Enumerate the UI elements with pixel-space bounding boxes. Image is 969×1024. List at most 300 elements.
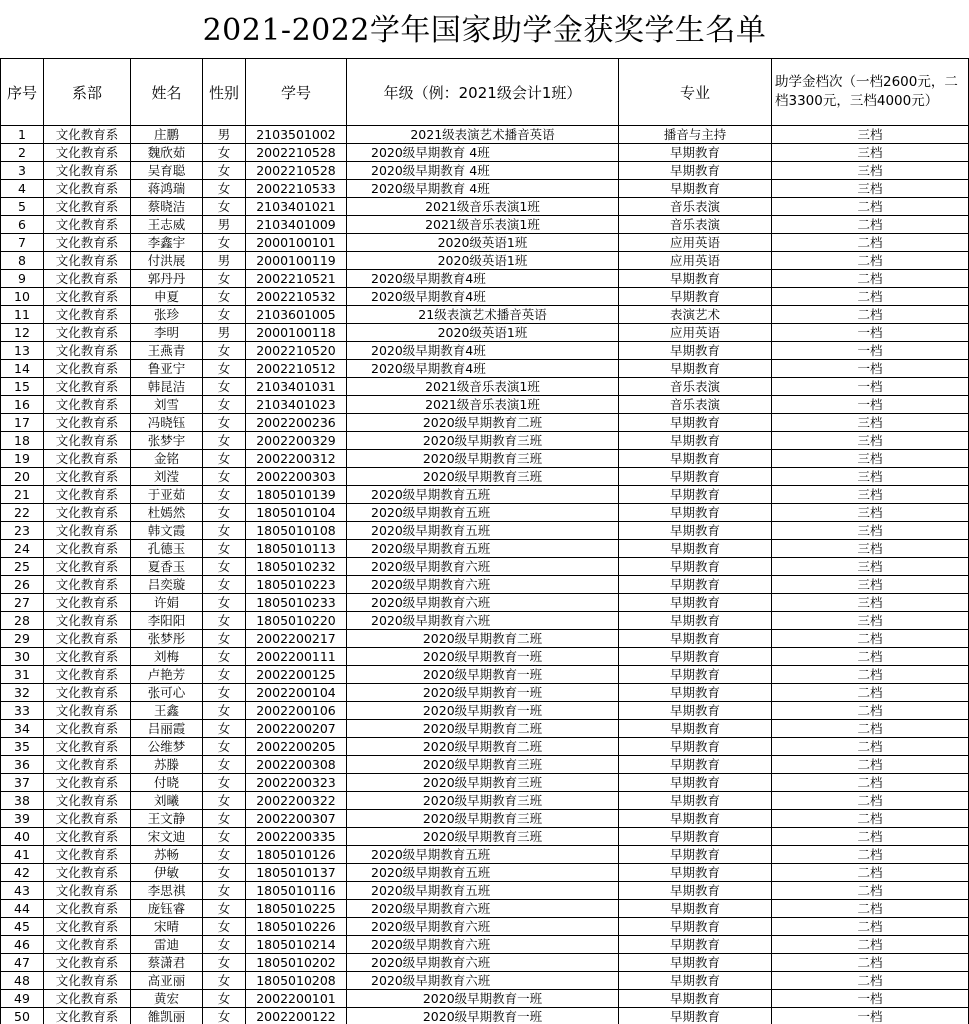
cell-class[interactable]: 2020级早期教育一班 <box>347 1008 619 1024</box>
cell-index[interactable]: 24 <box>1 540 44 558</box>
cell-grant-level[interactable]: 三档 <box>772 468 969 486</box>
cell-index[interactable]: 20 <box>1 468 44 486</box>
cell-index[interactable]: 22 <box>1 504 44 522</box>
cell-department[interactable]: 文化教育系 <box>44 162 131 180</box>
cell-name[interactable]: 蔡晓洁 <box>131 198 203 216</box>
cell-grant-level[interactable]: 二档 <box>772 738 969 756</box>
cell-index[interactable]: 23 <box>1 522 44 540</box>
cell-department[interactable]: 文化教育系 <box>44 324 131 342</box>
cell-student-id[interactable]: 2103401021 <box>246 198 347 216</box>
cell-name[interactable]: 王文静 <box>131 810 203 828</box>
cell-grant-level[interactable]: 一档 <box>772 342 969 360</box>
cell-index[interactable]: 5 <box>1 198 44 216</box>
cell-class[interactable]: 2020级早期教育三班 <box>347 756 619 774</box>
cell-department[interactable]: 文化教育系 <box>44 828 131 846</box>
cell-department[interactable]: 文化教育系 <box>44 450 131 468</box>
cell-class[interactable]: 2020级早期教育一班 <box>347 648 619 666</box>
cell-class[interactable]: 2020级早期教育三班 <box>347 810 619 828</box>
cell-index[interactable]: 18 <box>1 432 44 450</box>
cell-major[interactable]: 早期教育 <box>619 936 772 954</box>
cell-gender[interactable]: 女 <box>203 720 246 738</box>
cell-name[interactable]: 韩文霞 <box>131 522 203 540</box>
cell-student-id[interactable]: 2002210512 <box>246 360 347 378</box>
cell-grant-level[interactable]: 三档 <box>772 612 969 630</box>
cell-index[interactable]: 12 <box>1 324 44 342</box>
cell-grant-level[interactable]: 一档 <box>772 360 969 378</box>
cell-name[interactable]: 鲁亚宁 <box>131 360 203 378</box>
cell-major[interactable]: 早期教育 <box>619 792 772 810</box>
cell-name[interactable]: 张梦宇 <box>131 432 203 450</box>
cell-student-id[interactable]: 2002200217 <box>246 630 347 648</box>
cell-name[interactable]: 吕丽霞 <box>131 720 203 738</box>
cell-index[interactable]: 41 <box>1 846 44 864</box>
cell-department[interactable]: 文化教育系 <box>44 234 131 252</box>
cell-name[interactable]: 刘曦 <box>131 792 203 810</box>
cell-major[interactable]: 早期教育 <box>619 270 772 288</box>
cell-name[interactable]: 李鑫宇 <box>131 234 203 252</box>
cell-name[interactable]: 郭丹丹 <box>131 270 203 288</box>
cell-student-id[interactable]: 2002200236 <box>246 414 347 432</box>
cell-major[interactable]: 早期教育 <box>619 450 772 468</box>
cell-name[interactable]: 雷迪 <box>131 936 203 954</box>
cell-gender[interactable]: 女 <box>203 504 246 522</box>
cell-gender[interactable]: 男 <box>203 324 246 342</box>
cell-student-id[interactable]: 2002200101 <box>246 990 347 1008</box>
cell-gender[interactable]: 女 <box>203 576 246 594</box>
cell-grant-level[interactable]: 二档 <box>772 846 969 864</box>
cell-student-id[interactable]: 2103401031 <box>246 378 347 396</box>
cell-name[interactable]: 刘雪 <box>131 396 203 414</box>
cell-name[interactable]: 付洪展 <box>131 252 203 270</box>
cell-student-id[interactable]: 1805010223 <box>246 576 347 594</box>
cell-gender[interactable]: 女 <box>203 954 246 972</box>
cell-gender[interactable]: 女 <box>203 594 246 612</box>
cell-name[interactable]: 张梦彤 <box>131 630 203 648</box>
cell-index[interactable]: 26 <box>1 576 44 594</box>
cell-major[interactable]: 早期教育 <box>619 180 772 198</box>
cell-class[interactable]: 2020级早期教育五班 <box>347 864 619 882</box>
cell-gender[interactable]: 女 <box>203 396 246 414</box>
cell-index[interactable]: 48 <box>1 972 44 990</box>
cell-student-id[interactable]: 2002200329 <box>246 432 347 450</box>
cell-class[interactable]: 2020级早期教育六班 <box>347 918 619 936</box>
cell-student-id[interactable]: 1805010220 <box>246 612 347 630</box>
cell-major[interactable]: 早期教育 <box>619 900 772 918</box>
cell-index[interactable]: 44 <box>1 900 44 918</box>
cell-gender[interactable]: 女 <box>203 234 246 252</box>
cell-index[interactable]: 39 <box>1 810 44 828</box>
cell-name[interactable]: 杜嫣然 <box>131 504 203 522</box>
cell-gender[interactable]: 女 <box>203 972 246 990</box>
cell-gender[interactable]: 女 <box>203 540 246 558</box>
header-major[interactable]: 专业 <box>619 59 772 126</box>
cell-student-id[interactable]: 2002200205 <box>246 738 347 756</box>
cell-department[interactable]: 文化教育系 <box>44 594 131 612</box>
cell-gender[interactable]: 女 <box>203 846 246 864</box>
cell-index[interactable]: 45 <box>1 918 44 936</box>
cell-grant-level[interactable]: 二档 <box>772 972 969 990</box>
cell-department[interactable]: 文化教育系 <box>44 216 131 234</box>
cell-department[interactable]: 文化教育系 <box>44 918 131 936</box>
cell-department[interactable]: 文化教育系 <box>44 396 131 414</box>
cell-name[interactable]: 吕奕璇 <box>131 576 203 594</box>
cell-index[interactable]: 49 <box>1 990 44 1008</box>
cell-student-id[interactable]: 1805010232 <box>246 558 347 576</box>
cell-index[interactable]: 10 <box>1 288 44 306</box>
cell-department[interactable]: 文化教育系 <box>44 288 131 306</box>
cell-department[interactable]: 文化教育系 <box>44 198 131 216</box>
cell-student-id[interactable]: 2002210528 <box>246 162 347 180</box>
cell-gender[interactable]: 男 <box>203 252 246 270</box>
cell-gender[interactable]: 女 <box>203 288 246 306</box>
cell-major[interactable]: 音乐表演 <box>619 198 772 216</box>
cell-index[interactable]: 43 <box>1 882 44 900</box>
cell-gender[interactable]: 女 <box>203 198 246 216</box>
cell-gender[interactable]: 女 <box>203 666 246 684</box>
cell-class[interactable]: 2021级音乐表演1班 <box>347 198 619 216</box>
cell-name[interactable]: 于亚茹 <box>131 486 203 504</box>
cell-gender[interactable]: 女 <box>203 270 246 288</box>
header-gender[interactable]: 性别 <box>203 59 246 126</box>
cell-student-id[interactable]: 1805010225 <box>246 900 347 918</box>
cell-gender[interactable]: 女 <box>203 882 246 900</box>
cell-gender[interactable]: 女 <box>203 414 246 432</box>
cell-major[interactable]: 应用英语 <box>619 252 772 270</box>
cell-index[interactable]: 6 <box>1 216 44 234</box>
cell-name[interactable]: 蔡潇君 <box>131 954 203 972</box>
cell-gender[interactable]: 女 <box>203 378 246 396</box>
cell-student-id[interactable]: 1805010226 <box>246 918 347 936</box>
cell-name[interactable]: 李明 <box>131 324 203 342</box>
cell-department[interactable]: 文化教育系 <box>44 1008 131 1024</box>
cell-gender[interactable]: 女 <box>203 702 246 720</box>
cell-department[interactable]: 文化教育系 <box>44 990 131 1008</box>
cell-department[interactable]: 文化教育系 <box>44 648 131 666</box>
cell-student-id[interactable]: 2002200207 <box>246 720 347 738</box>
cell-grant-level[interactable]: 二档 <box>772 198 969 216</box>
cell-gender[interactable]: 女 <box>203 360 246 378</box>
cell-name[interactable]: 刘滢 <box>131 468 203 486</box>
cell-name[interactable]: 苏畅 <box>131 846 203 864</box>
cell-grant-level[interactable]: 二档 <box>772 270 969 288</box>
cell-department[interactable]: 文化教育系 <box>44 756 131 774</box>
cell-name[interactable]: 宋晴 <box>131 918 203 936</box>
cell-grant-level[interactable]: 二档 <box>772 684 969 702</box>
cell-grant-level[interactable]: 二档 <box>772 918 969 936</box>
cell-index[interactable]: 17 <box>1 414 44 432</box>
cell-department[interactable]: 文化教育系 <box>44 792 131 810</box>
cell-index[interactable]: 34 <box>1 720 44 738</box>
cell-gender[interactable]: 女 <box>203 990 246 1008</box>
cell-class[interactable]: 2020级早期教育 4班 <box>347 180 619 198</box>
cell-student-id[interactable]: 2002200312 <box>246 450 347 468</box>
cell-major[interactable]: 早期教育 <box>619 558 772 576</box>
cell-class[interactable]: 2020级早期教育五班 <box>347 846 619 864</box>
cell-department[interactable]: 文化教育系 <box>44 630 131 648</box>
cell-student-id[interactable]: 2002200308 <box>246 756 347 774</box>
cell-student-id[interactable]: 2002200322 <box>246 792 347 810</box>
cell-department[interactable]: 文化教育系 <box>44 360 131 378</box>
cell-grant-level[interactable]: 三档 <box>772 504 969 522</box>
cell-class[interactable]: 2020级早期教育六班 <box>347 900 619 918</box>
cell-department[interactable]: 文化教育系 <box>44 954 131 972</box>
cell-grant-level[interactable]: 三档 <box>772 414 969 432</box>
cell-gender[interactable]: 女 <box>203 522 246 540</box>
cell-major[interactable]: 早期教育 <box>619 144 772 162</box>
cell-grant-level[interactable]: 一档 <box>772 1008 969 1024</box>
cell-gender[interactable]: 女 <box>203 738 246 756</box>
cell-department[interactable]: 文化教育系 <box>44 126 131 144</box>
cell-class[interactable]: 2020级早期教育三班 <box>347 792 619 810</box>
cell-index[interactable]: 27 <box>1 594 44 612</box>
cell-student-id[interactable]: 1805010108 <box>246 522 347 540</box>
cell-major[interactable]: 早期教育 <box>619 414 772 432</box>
cell-name[interactable]: 蒋鸿瑞 <box>131 180 203 198</box>
cell-major[interactable]: 早期教育 <box>619 288 772 306</box>
cell-gender[interactable]: 女 <box>203 900 246 918</box>
cell-major[interactable]: 早期教育 <box>619 630 772 648</box>
cell-department[interactable]: 文化教育系 <box>44 270 131 288</box>
cell-department[interactable]: 文化教育系 <box>44 882 131 900</box>
cell-grant-level[interactable]: 二档 <box>772 306 969 324</box>
header-class[interactable]: 年级（例：2021级会计1班） <box>347 59 619 126</box>
cell-name[interactable]: 夏香玉 <box>131 558 203 576</box>
cell-class[interactable]: 2020级早期教育六班 <box>347 936 619 954</box>
cell-major[interactable]: 早期教育 <box>619 162 772 180</box>
cell-department[interactable]: 文化教育系 <box>44 432 131 450</box>
cell-class[interactable]: 2020级早期教育五班 <box>347 522 619 540</box>
cell-name[interactable]: 付晓 <box>131 774 203 792</box>
cell-student-id[interactable]: 2002200303 <box>246 468 347 486</box>
cell-index[interactable]: 30 <box>1 648 44 666</box>
cell-grant-level[interactable]: 三档 <box>772 594 969 612</box>
cell-class[interactable]: 2021级音乐表演1班 <box>347 216 619 234</box>
cell-department[interactable]: 文化教育系 <box>44 936 131 954</box>
cell-department[interactable]: 文化教育系 <box>44 252 131 270</box>
cell-grant-level[interactable]: 二档 <box>772 792 969 810</box>
cell-name[interactable]: 黄宏 <box>131 990 203 1008</box>
cell-student-id[interactable]: 2002200104 <box>246 684 347 702</box>
cell-department[interactable]: 文化教育系 <box>44 306 131 324</box>
cell-student-id[interactable]: 2002200307 <box>246 810 347 828</box>
cell-class[interactable]: 2020级早期教育一班 <box>347 990 619 1008</box>
cell-grant-level[interactable]: 二档 <box>772 630 969 648</box>
cell-name[interactable]: 庞钰睿 <box>131 900 203 918</box>
cell-grant-level[interactable]: 二档 <box>772 756 969 774</box>
cell-index[interactable]: 7 <box>1 234 44 252</box>
cell-class[interactable]: 2020级早期教育五班 <box>347 882 619 900</box>
cell-student-id[interactable]: 1805010116 <box>246 882 347 900</box>
cell-major[interactable]: 早期教育 <box>619 918 772 936</box>
cell-department[interactable]: 文化教育系 <box>44 540 131 558</box>
cell-student-id[interactable]: 2002200125 <box>246 666 347 684</box>
cell-index[interactable]: 33 <box>1 702 44 720</box>
cell-grant-level[interactable]: 二档 <box>772 936 969 954</box>
cell-class[interactable]: 2020级英语1班 <box>347 252 619 270</box>
cell-class[interactable]: 2021级音乐表演1班 <box>347 396 619 414</box>
cell-class[interactable]: 2020级早期教育三班 <box>347 774 619 792</box>
cell-class[interactable]: 2021级表演艺术播音英语 <box>347 126 619 144</box>
cell-index[interactable]: 36 <box>1 756 44 774</box>
cell-gender[interactable]: 女 <box>203 936 246 954</box>
cell-grant-level[interactable]: 一档 <box>772 378 969 396</box>
cell-department[interactable]: 文化教育系 <box>44 558 131 576</box>
cell-grant-level[interactable]: 三档 <box>772 144 969 162</box>
cell-index[interactable]: 14 <box>1 360 44 378</box>
cell-major[interactable]: 音乐表演 <box>619 378 772 396</box>
cell-gender[interactable]: 女 <box>203 684 246 702</box>
cell-major[interactable]: 早期教育 <box>619 954 772 972</box>
cell-student-id[interactable]: 2103401009 <box>246 216 347 234</box>
cell-grant-level[interactable]: 三档 <box>772 522 969 540</box>
cell-class[interactable]: 2020级早期教育六班 <box>347 972 619 990</box>
cell-major[interactable]: 早期教育 <box>619 540 772 558</box>
cell-name[interactable]: 冯晓钰 <box>131 414 203 432</box>
cell-grant-level[interactable]: 三档 <box>772 540 969 558</box>
cell-index[interactable]: 2 <box>1 144 44 162</box>
cell-gender[interactable]: 女 <box>203 558 246 576</box>
cell-class[interactable]: 2020级早期教育二班 <box>347 414 619 432</box>
cell-major[interactable]: 早期教育 <box>619 774 772 792</box>
cell-major[interactable]: 早期教育 <box>619 360 772 378</box>
cell-major[interactable]: 早期教育 <box>619 612 772 630</box>
cell-gender[interactable]: 女 <box>203 648 246 666</box>
cell-class[interactable]: 2020级早期教育五班 <box>347 504 619 522</box>
cell-class[interactable]: 2020级早期教育六班 <box>347 954 619 972</box>
cell-grant-level[interactable]: 三档 <box>772 450 969 468</box>
cell-class[interactable]: 21级表演艺术播音英语 <box>347 306 619 324</box>
cell-major[interactable]: 早期教育 <box>619 666 772 684</box>
cell-grant-level[interactable]: 二档 <box>772 720 969 738</box>
cell-index[interactable]: 11 <box>1 306 44 324</box>
cell-student-id[interactable]: 2103601005 <box>246 306 347 324</box>
cell-gender[interactable]: 女 <box>203 450 246 468</box>
cell-class[interactable]: 2020级早期教育4班 <box>347 342 619 360</box>
cell-gender[interactable]: 女 <box>203 162 246 180</box>
cell-grant-level[interactable]: 三档 <box>772 432 969 450</box>
cell-student-id[interactable]: 2103401023 <box>246 396 347 414</box>
cell-grant-level[interactable]: 二档 <box>772 252 969 270</box>
cell-name[interactable]: 宋文迪 <box>131 828 203 846</box>
cell-index[interactable]: 16 <box>1 396 44 414</box>
cell-name[interactable]: 雒凯丽 <box>131 1008 203 1024</box>
cell-gender[interactable]: 女 <box>203 630 246 648</box>
cell-name[interactable]: 庄鹏 <box>131 126 203 144</box>
cell-class[interactable]: 2020级早期教育一班 <box>347 702 619 720</box>
cell-major[interactable]: 早期教育 <box>619 342 772 360</box>
cell-student-id[interactable]: 1805010214 <box>246 936 347 954</box>
cell-class[interactable]: 2020级早期教育一班 <box>347 666 619 684</box>
cell-index[interactable]: 13 <box>1 342 44 360</box>
cell-class[interactable]: 2020级早期教育三班 <box>347 450 619 468</box>
cell-major[interactable]: 早期教育 <box>619 972 772 990</box>
cell-student-id[interactable]: 2000100118 <box>246 324 347 342</box>
cell-student-id[interactable]: 2002200122 <box>246 1008 347 1024</box>
cell-index[interactable]: 4 <box>1 180 44 198</box>
cell-major[interactable]: 音乐表演 <box>619 216 772 234</box>
cell-major[interactable]: 音乐表演 <box>619 396 772 414</box>
cell-gender[interactable]: 女 <box>203 468 246 486</box>
cell-index[interactable]: 42 <box>1 864 44 882</box>
cell-major[interactable]: 应用英语 <box>619 324 772 342</box>
cell-name[interactable]: 张可心 <box>131 684 203 702</box>
header-student-id[interactable]: 学号 <box>246 59 347 126</box>
cell-name[interactable]: 许娟 <box>131 594 203 612</box>
cell-major[interactable]: 应用英语 <box>619 234 772 252</box>
cell-gender[interactable]: 女 <box>203 810 246 828</box>
cell-class[interactable]: 2020级早期教育二班 <box>347 738 619 756</box>
cell-student-id[interactable]: 2002210533 <box>246 180 347 198</box>
cell-gender[interactable]: 男 <box>203 216 246 234</box>
header-name[interactable]: 姓名 <box>131 59 203 126</box>
cell-index[interactable]: 31 <box>1 666 44 684</box>
cell-name[interactable]: 王燕青 <box>131 342 203 360</box>
cell-gender[interactable]: 女 <box>203 486 246 504</box>
cell-name[interactable]: 李思祺 <box>131 882 203 900</box>
cell-department[interactable]: 文化教育系 <box>44 486 131 504</box>
cell-class[interactable]: 2020级早期教育六班 <box>347 612 619 630</box>
cell-department[interactable]: 文化教育系 <box>44 468 131 486</box>
cell-department[interactable]: 文化教育系 <box>44 774 131 792</box>
cell-gender[interactable]: 女 <box>203 1008 246 1024</box>
cell-grant-level[interactable]: 二档 <box>772 828 969 846</box>
cell-major[interactable]: 表演艺术 <box>619 306 772 324</box>
cell-name[interactable]: 孔德玉 <box>131 540 203 558</box>
cell-major[interactable]: 早期教育 <box>619 1008 772 1024</box>
cell-major[interactable]: 早期教育 <box>619 702 772 720</box>
cell-class[interactable]: 2020级早期教育五班 <box>347 486 619 504</box>
cell-gender[interactable]: 女 <box>203 144 246 162</box>
cell-grant-level[interactable]: 二档 <box>772 954 969 972</box>
cell-student-id[interactable]: 1805010113 <box>246 540 347 558</box>
cell-grant-level[interactable]: 三档 <box>772 162 969 180</box>
cell-class[interactable]: 2020级英语1班 <box>347 324 619 342</box>
cell-major[interactable]: 早期教育 <box>619 828 772 846</box>
cell-class[interactable]: 2020级早期教育4班 <box>347 360 619 378</box>
cell-major[interactable]: 早期教育 <box>619 846 772 864</box>
cell-grant-level[interactable]: 三档 <box>772 576 969 594</box>
cell-gender[interactable]: 女 <box>203 756 246 774</box>
cell-major[interactable]: 早期教育 <box>619 684 772 702</box>
cell-name[interactable]: 苏滕 <box>131 756 203 774</box>
cell-student-id[interactable]: 1805010208 <box>246 972 347 990</box>
cell-department[interactable]: 文化教育系 <box>44 720 131 738</box>
cell-major[interactable]: 播音与主持 <box>619 126 772 144</box>
cell-grant-level[interactable]: 二档 <box>772 882 969 900</box>
cell-student-id[interactable]: 2002200106 <box>246 702 347 720</box>
cell-class[interactable]: 2020级早期教育六班 <box>347 594 619 612</box>
cell-department[interactable]: 文化教育系 <box>44 666 131 684</box>
cell-student-id[interactable]: 2002210528 <box>246 144 347 162</box>
cell-major[interactable]: 早期教育 <box>619 648 772 666</box>
cell-class[interactable]: 2020级早期教育三班 <box>347 828 619 846</box>
cell-name[interactable]: 卢艳芳 <box>131 666 203 684</box>
cell-class[interactable]: 2020级早期教育六班 <box>347 558 619 576</box>
cell-student-id[interactable]: 2103501002 <box>246 126 347 144</box>
cell-class[interactable]: 2020级早期教育五班 <box>347 540 619 558</box>
cell-grant-level[interactable]: 二档 <box>772 900 969 918</box>
cell-major[interactable]: 早期教育 <box>619 468 772 486</box>
cell-index[interactable]: 28 <box>1 612 44 630</box>
cell-index[interactable]: 35 <box>1 738 44 756</box>
cell-student-id[interactable]: 1805010233 <box>246 594 347 612</box>
cell-class[interactable]: 2020级早期教育六班 <box>347 576 619 594</box>
cell-index[interactable]: 37 <box>1 774 44 792</box>
cell-grant-level[interactable]: 三档 <box>772 126 969 144</box>
cell-index[interactable]: 21 <box>1 486 44 504</box>
cell-student-id[interactable]: 2002210521 <box>246 270 347 288</box>
cell-grant-level[interactable]: 二档 <box>772 774 969 792</box>
